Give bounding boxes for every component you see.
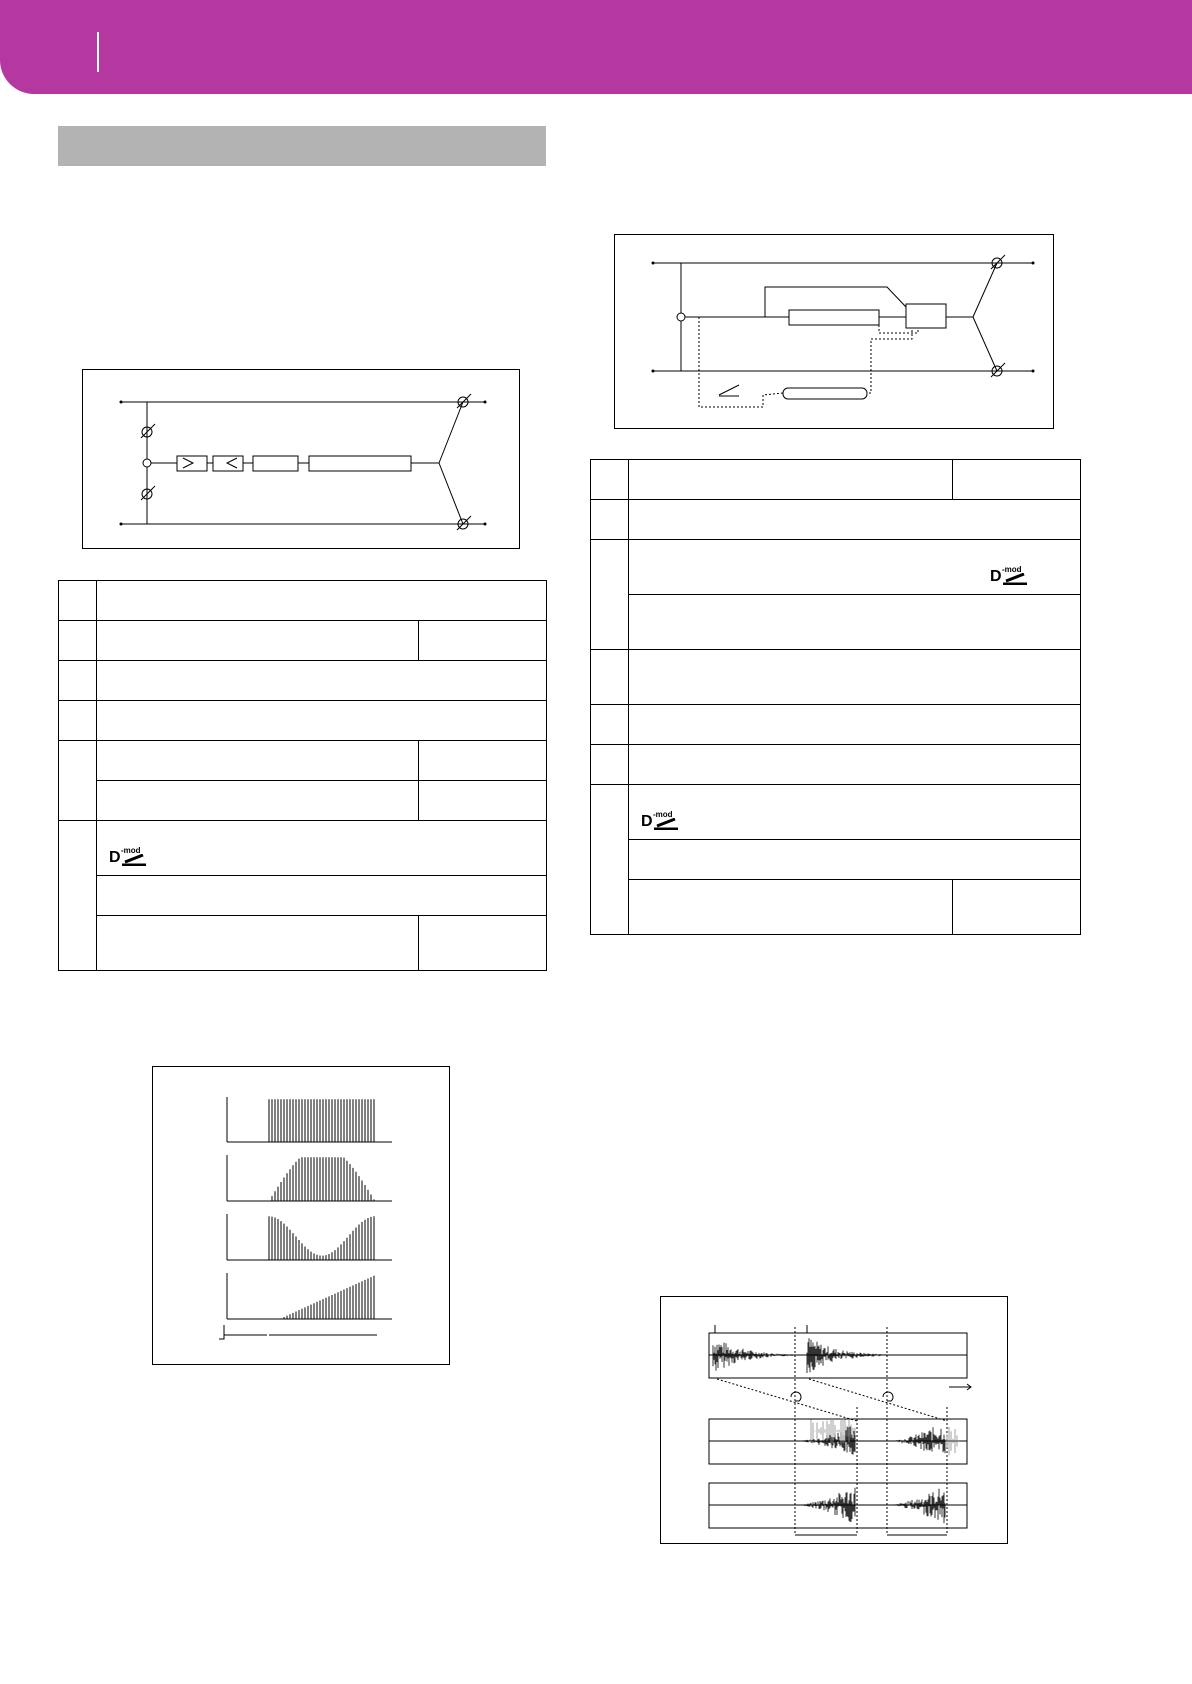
table-cell xyxy=(953,460,1081,500)
table-cell xyxy=(591,650,629,705)
table-cell xyxy=(97,821,547,876)
table-cell xyxy=(419,916,547,971)
envelope-diagram-left xyxy=(152,1066,450,1365)
d-mod-icon xyxy=(641,812,683,832)
table-cell xyxy=(629,650,1081,705)
section-heading-band xyxy=(58,126,546,166)
table-cell xyxy=(629,745,1081,785)
table-cell xyxy=(629,500,1081,540)
table-cell xyxy=(59,821,97,971)
table-cell xyxy=(59,661,97,701)
d-mod-letter: D xyxy=(990,568,1002,585)
table-cell xyxy=(419,621,547,661)
header-divider xyxy=(97,32,99,72)
table-cell xyxy=(419,781,547,821)
d-mod-letter: D xyxy=(641,813,653,830)
table-cell xyxy=(591,540,629,650)
reverse-diagram-right xyxy=(660,1296,1008,1544)
block-diagram-right-svg xyxy=(615,235,1055,430)
table-cell xyxy=(59,621,97,661)
table-cell xyxy=(591,500,629,540)
table-cell xyxy=(97,581,547,621)
table-cell xyxy=(629,785,1081,840)
table-cell xyxy=(97,916,419,971)
table-cell xyxy=(629,460,953,500)
table-cell xyxy=(97,876,547,916)
table-cell xyxy=(953,880,1081,935)
d-mod-icon xyxy=(990,567,1032,587)
d-mod-label: -mod xyxy=(1002,565,1022,574)
table-cell xyxy=(591,705,629,745)
table-cell xyxy=(97,621,419,661)
table-cell xyxy=(591,460,629,500)
block-diagram-left xyxy=(82,369,520,549)
table-cell xyxy=(59,581,97,621)
envelope-diagram-svg xyxy=(153,1067,451,1366)
table-cell xyxy=(97,701,547,741)
table-cell xyxy=(629,705,1081,745)
table-cell xyxy=(629,595,1081,650)
d-mod-label: -mod xyxy=(653,810,673,819)
table-cell xyxy=(97,741,419,781)
d-mod-icon xyxy=(109,848,151,868)
table-cell xyxy=(629,540,1081,595)
table-cell xyxy=(59,701,97,741)
table-cell xyxy=(591,745,629,785)
table-cell xyxy=(59,741,97,821)
table-cell xyxy=(97,781,419,821)
block-diagram-right xyxy=(614,234,1054,429)
d-mod-label: -mod xyxy=(121,846,141,855)
block-diagram-left-svg xyxy=(83,370,521,550)
reverse-diagram-svg xyxy=(661,1297,1009,1545)
table-cell xyxy=(419,741,547,781)
parameter-table-right xyxy=(590,459,1081,935)
table-cell xyxy=(629,840,1081,880)
table-cell xyxy=(591,785,629,935)
table-cell xyxy=(97,661,547,701)
table-cell xyxy=(629,880,953,935)
parameter-table-left xyxy=(58,580,547,971)
d-mod-letter: D xyxy=(109,849,121,866)
page-header xyxy=(0,0,1192,94)
